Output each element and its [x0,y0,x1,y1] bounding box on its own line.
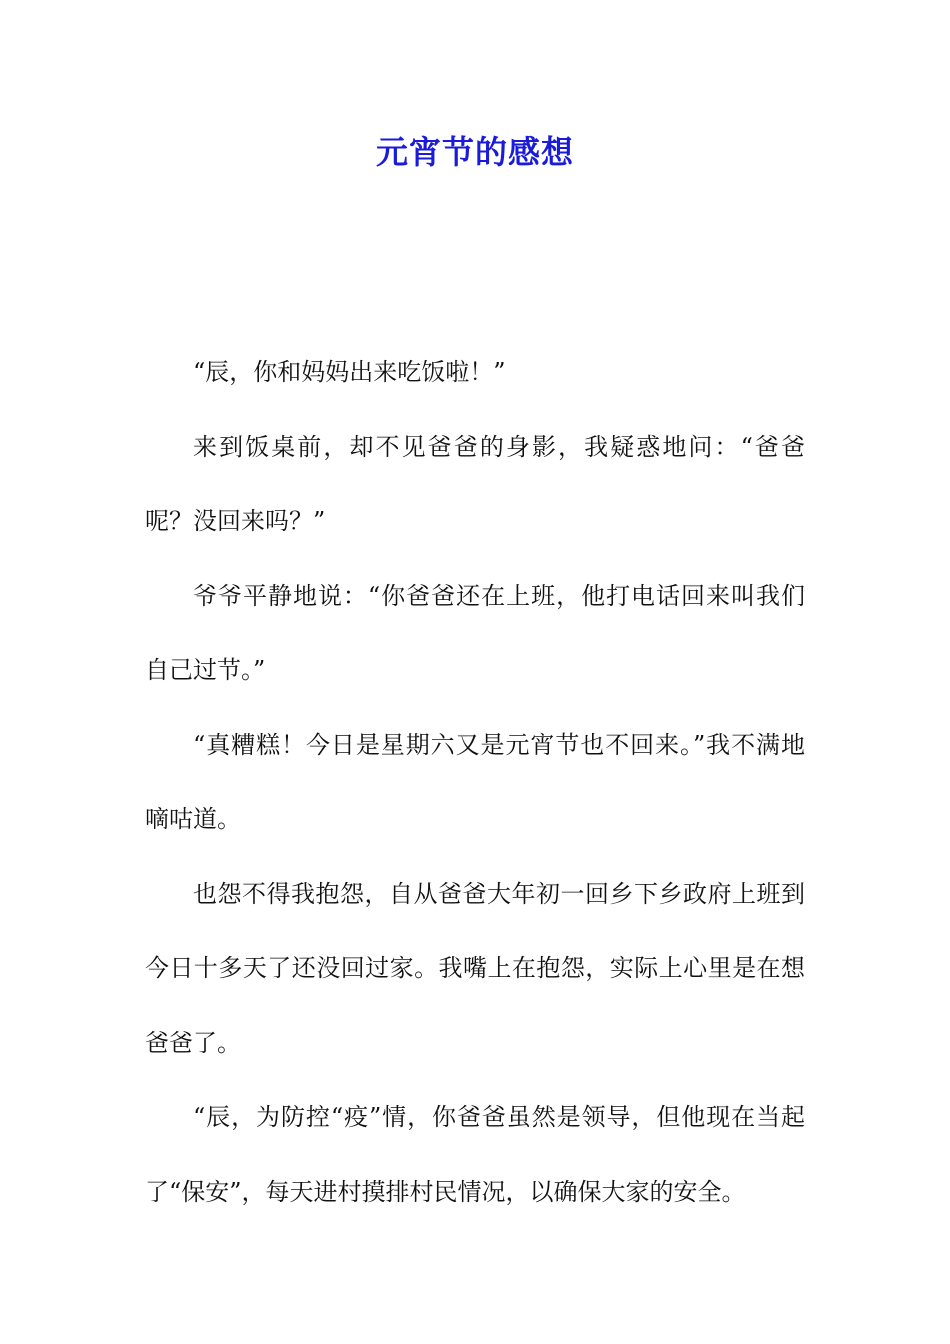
paragraph: 也怨不得我抱怨，自从爸爸大年初一回乡下乡政府上班到今日十多天了还没回过家。我嘴上在抱怨，实际上心里是在想爸爸了。 [145,879,805,1057]
document-body [145,335,805,1229]
paragraph: “辰，你和妈妈出来吃饭啦！” [193,358,506,386]
document-title: 元宵节的感想 [375,133,574,171]
paragraph: 爷爷平静地说：“你爸爸还在上班，他打电话回来叫我们自己过节。” [145,581,805,684]
paragraph: 来到饭桌前，却不见爸爸的身影，我疑惑地问：“爸爸呢？没回来吗？” [145,432,805,535]
paragraph: “辰，为防控“疫”情，你爸爸虽然是领导，但他现在当起了“保安”，每天进村摸排村民情况，以确保大家的安全。 [145,1103,805,1206]
paragraph: “真糟糕！今日是星期六又是元宵节也不回来。”我不满地嘀咕道。 [145,730,805,833]
